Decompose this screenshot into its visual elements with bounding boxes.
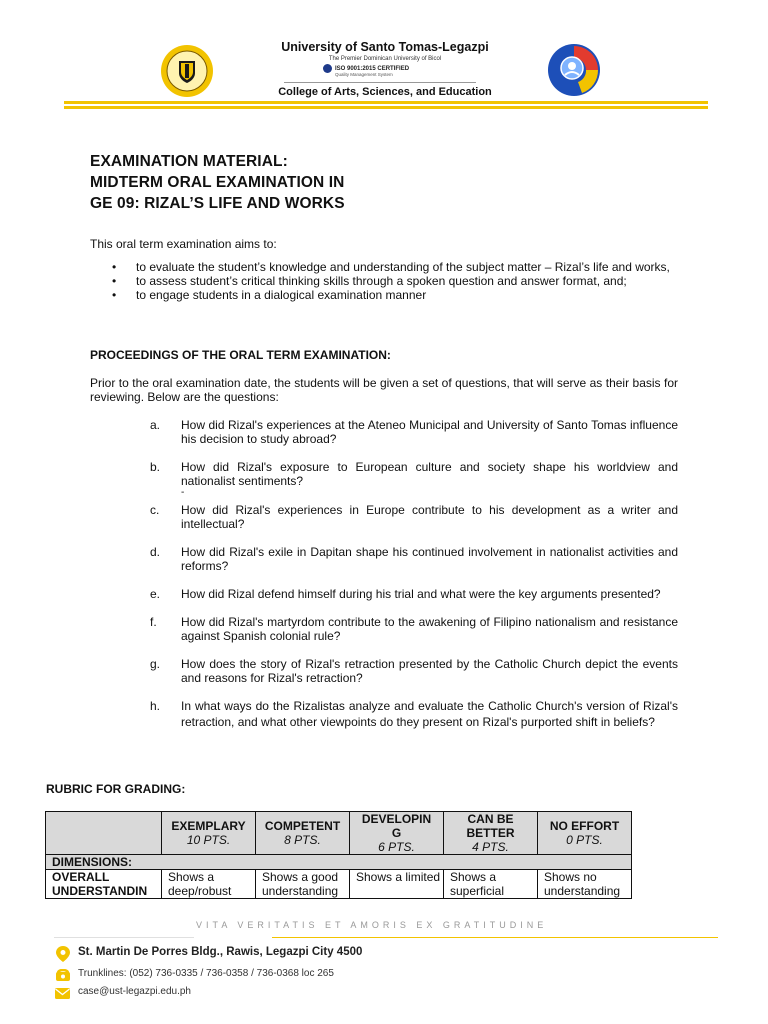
question-text: How did Rizal's exposure to European culture and society shape his worldview and nationalist sentiments? xyxy=(181,460,678,488)
question-letter: h. xyxy=(150,699,161,713)
question-item xyxy=(150,503,678,531)
aims-item: • to engage students in a dialogical examination manner xyxy=(112,288,678,302)
rubric-dimensions-label: DIMENSIONS: xyxy=(46,855,632,870)
rubric-level-points: 6 PTS. xyxy=(378,840,415,854)
rubric-cell: Shows a superficial xyxy=(444,870,538,899)
question-letter: f. xyxy=(150,615,157,629)
question-item xyxy=(150,615,678,643)
college-name: College of Arts, Sciences, and Education xyxy=(278,86,492,98)
question-item xyxy=(150,587,678,601)
rubric-cell: Shows no understanding xyxy=(538,870,632,899)
question-text: How did Rizal's experiences at the Ateneo Municipal and University of Santo Tomas influence his decision to study abroad? xyxy=(181,418,678,446)
question-letter: c. xyxy=(150,503,160,517)
question-text: How does the story of Rizal's retraction presented by the Catholic Church depict the events and reasons for Rizal's retraction? xyxy=(181,657,678,685)
rubric-cell: Shows a deep/robust xyxy=(162,870,256,899)
proceedings-intro: Prior to the oral examination date, the students will be given a set of questions, that will serve as their basis for reviewing. Below are the questions: xyxy=(90,376,678,404)
aims-item: • to assess student’s critical thinking skills through a spoken question and answer format, and; xyxy=(112,274,678,288)
rubric-corner-cell xyxy=(46,812,162,855)
rubric-level-points: 8 PTS. xyxy=(284,833,321,847)
rubric-dimensions-row xyxy=(46,855,632,870)
rubric-level-name: CAN BE BETTER xyxy=(466,812,515,840)
header-divider xyxy=(284,82,476,83)
rubric-criterion-row xyxy=(46,870,632,899)
question-letter: b. xyxy=(150,460,161,474)
question-text: How did Rizal's exile in Dapitan shape his continued involvement in nationalist activities and reforms? xyxy=(181,545,678,573)
rubric-level-cell xyxy=(256,812,350,855)
university-tagline: The Premier Dominican University of Bicol xyxy=(328,56,442,62)
rubric-level-cell xyxy=(350,812,444,855)
rubric-level-name: EXEMPLARY xyxy=(171,819,246,833)
question-letter: e. xyxy=(150,587,161,601)
iso-badge-icon xyxy=(323,64,332,73)
aims-intro: This oral term examination aims to: xyxy=(90,237,277,251)
rubric-level-cell xyxy=(162,812,256,855)
aims-item: • to evaluate the student’s knowledge and understanding of the subject matter – Rizal’s life and works, xyxy=(112,260,678,274)
rubric-heading: RUBRIC FOR GRADING: xyxy=(46,782,186,796)
footer-motto: VITA VERITATIS ET AMORIS EX GRATITUDINE xyxy=(196,920,548,930)
question-item xyxy=(150,545,678,573)
rubric-level-points: 4 PTS. xyxy=(472,840,509,854)
question-item xyxy=(150,657,678,685)
iso-certification xyxy=(323,64,409,77)
footer-address: St. Martin De Porres Bldg., Rawis, Legazpi City 4500 xyxy=(78,946,363,958)
rubric-level-points: 0 PTS. xyxy=(566,833,603,847)
rubric-level-points: 10 PTS. xyxy=(186,833,231,847)
rubric-table xyxy=(45,811,632,899)
proceedings-heading: PROCEEDINGS OF THE ORAL TERM EXAMINATION: xyxy=(90,348,391,362)
rubric-level-name: DEVELOPIN G xyxy=(361,812,432,840)
university-name: University of Santo Tomas-Legazpi xyxy=(281,40,489,54)
header-gold-rule-bottom xyxy=(64,106,708,109)
footer-rule-left xyxy=(54,937,194,938)
university-seal-logo xyxy=(160,44,214,98)
aims-list xyxy=(112,260,678,302)
phone-icon xyxy=(56,968,70,980)
question-letter: d. xyxy=(150,545,161,559)
question-text: How did Rizal defend himself during his trial and what were the key arguments presented? xyxy=(181,587,661,601)
question-item xyxy=(150,460,678,488)
title-line-3: GE 09: RIZAL’S LIFE AND WORKS xyxy=(90,195,345,212)
question-text: How did Rizal's experiences in Europe contribute to his development as a writer and intellectual? xyxy=(181,503,678,531)
question-item xyxy=(150,418,678,446)
location-pin-icon xyxy=(56,946,70,962)
rubric-header-row xyxy=(46,812,632,855)
rubric-criterion-label: OVERALL UNDERSTANDIN xyxy=(46,870,162,899)
stray-dash: - xyxy=(181,487,185,498)
question-item xyxy=(150,699,678,730)
header-gold-rule-top xyxy=(64,101,708,104)
question-letter: g. xyxy=(150,657,161,671)
iso-line-2: Quality Management System xyxy=(335,72,393,77)
footer-email: case@ust-legazpi.edu.ph xyxy=(78,986,191,997)
rubric-level-name: COMPETENT xyxy=(264,819,341,833)
rubric-cell: Shows a good understanding xyxy=(256,870,350,899)
college-seal-logo xyxy=(546,42,602,98)
question-letter: a. xyxy=(150,418,161,432)
rubric-level-name: NO EFFORT xyxy=(549,819,620,833)
rubric-level-cell xyxy=(538,812,632,855)
title-line-2: MIDTERM ORAL EXAMINATION IN xyxy=(90,174,345,191)
email-icon xyxy=(55,986,70,997)
rubric-cell: Shows a limited xyxy=(350,870,444,899)
rubric-level-cell xyxy=(444,812,538,855)
footer-phones: Trunklines: (052) 736-0335 / 736-0358 / 736-0368 loc 265 xyxy=(78,968,334,979)
question-text: In what ways do the Rizalistas analyze and evaluate the Catholic Church's version of Rizal's retraction, and what other viewpoints do they present on Rizal's purported shift in beliefs? xyxy=(181,699,678,729)
title-line-1: EXAMINATION MATERIAL: xyxy=(90,153,288,170)
iso-line-1: ISO 9001:2015 CERTIFIED xyxy=(335,66,410,73)
footer-rule xyxy=(272,937,718,938)
question-text: How did Rizal's martyrdom contribute to the awakening of Filipino nationalism and resistance against Spanish colonial rule? xyxy=(181,615,678,643)
